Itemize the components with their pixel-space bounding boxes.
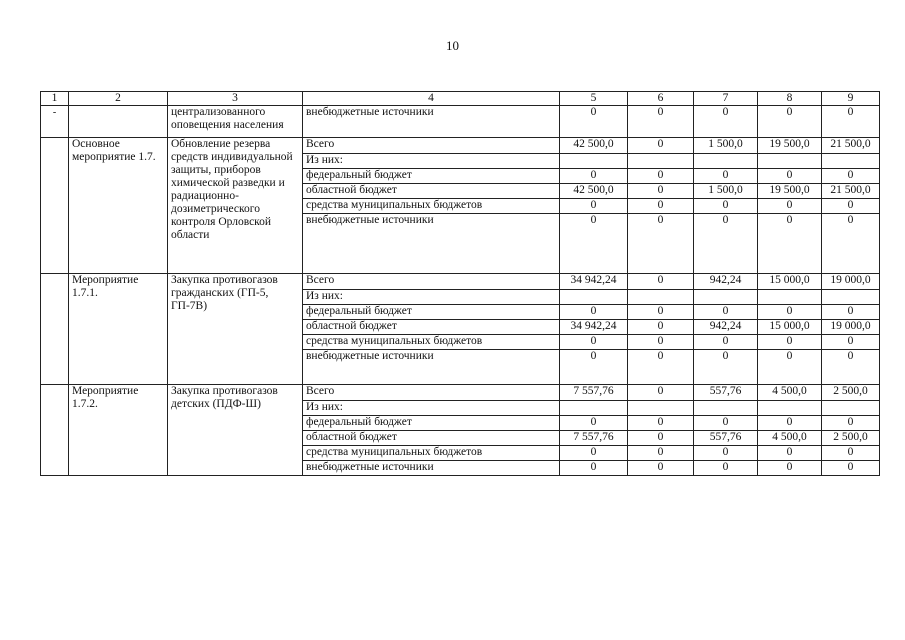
value-cell (694, 401, 758, 416)
value-cell (758, 154, 822, 169)
funding-source-cell: областной бюджет (303, 184, 560, 199)
table-row (41, 106, 880, 138)
funding-source-cell: внебюджетные источники (303, 350, 560, 385)
value-cell: 0 (758, 305, 822, 320)
value-cell: 1 500,0 (694, 184, 758, 199)
value-cell: 0 (560, 169, 628, 184)
value-cell: 19 000,0 (822, 320, 880, 335)
value-cell: 0 (560, 416, 628, 431)
value-cell: 0 (694, 214, 758, 274)
funding-source-cell: федеральный бюджет (303, 416, 560, 431)
value-cell: 19 500,0 (758, 138, 822, 154)
value-cell: 0 (694, 199, 758, 214)
value-cell: 0 (628, 385, 694, 401)
value-cell: 0 (628, 184, 694, 199)
header-cell: 5 (560, 92, 628, 106)
value-cell: 0 (694, 169, 758, 184)
measure-id-cell: Мероприятие 1.7.2. (69, 385, 168, 476)
value-cell: 0 (560, 335, 628, 350)
value-cell: 0 (560, 305, 628, 320)
value-cell: 0 (628, 431, 694, 446)
header-cell: 4 (303, 92, 560, 106)
value-cell: 0 (560, 350, 628, 385)
value-cell: 0 (758, 461, 822, 476)
table-row (41, 274, 880, 290)
table-row (41, 385, 880, 401)
value-cell: 19 000,0 (822, 274, 880, 290)
value-cell: 557,76 (694, 385, 758, 401)
value-cell (758, 290, 822, 305)
value-cell (694, 154, 758, 169)
value-cell: 0 (758, 214, 822, 274)
value-cell: 34 942,24 (560, 320, 628, 335)
budget-table (40, 91, 880, 476)
value-cell (694, 290, 758, 305)
header-cell: 6 (628, 92, 694, 106)
value-cell: 0 (758, 446, 822, 461)
table-row (41, 138, 880, 154)
value-cell: 42 500,0 (560, 138, 628, 154)
value-cell: 19 500,0 (758, 184, 822, 199)
value-cell (822, 290, 880, 305)
value-cell: 0 (628, 305, 694, 320)
value-cell: 0 (694, 461, 758, 476)
value-cell: 15 000,0 (758, 274, 822, 290)
value-cell: 4 500,0 (758, 385, 822, 401)
value-cell: 557,76 (694, 431, 758, 446)
value-cell: 0 (628, 320, 694, 335)
value-cell: 21 500,0 (822, 184, 880, 199)
value-cell: 0 (694, 446, 758, 461)
value-cell: 0 (628, 274, 694, 290)
value-cell: 7 557,76 (560, 431, 628, 446)
value-cell: 0 (758, 169, 822, 184)
funding-source-cell: внебюджетные источники (303, 214, 560, 274)
value-cell: 0 (628, 446, 694, 461)
funding-source-cell: федеральный бюджет (303, 169, 560, 184)
value-cell: 0 (822, 305, 880, 320)
funding-source-cell: внебюджетные источники (303, 461, 560, 476)
page-number: 10 (446, 38, 459, 53)
sections-body (41, 138, 880, 476)
value-cell: 42 500,0 (560, 184, 628, 199)
value-cell: 0 (822, 106, 880, 138)
value-cell: 0 (822, 416, 880, 431)
funding-source-cell: средства муниципальных бюджетов (303, 446, 560, 461)
value-cell (628, 290, 694, 305)
funding-source-cell: областной бюджет (303, 431, 560, 446)
value-cell (560, 154, 628, 169)
value-cell (822, 401, 880, 416)
row-marker-cell (41, 385, 69, 476)
value-cell: 0 (822, 335, 880, 350)
value-cell: 2 500,0 (822, 431, 880, 446)
measure-description-cell: централизованного оповещения населения (168, 106, 303, 138)
value-cell: 0 (758, 416, 822, 431)
value-cell: 0 (628, 350, 694, 385)
funding-source-cell: внебюджетные источники (303, 106, 560, 138)
value-cell: 0 (560, 106, 628, 138)
funding-source-cell: Всего (303, 385, 560, 401)
value-cell: 0 (822, 199, 880, 214)
row-marker-cell (41, 138, 69, 274)
funding-source-cell: Из них: (303, 290, 560, 305)
value-cell: 0 (822, 446, 880, 461)
value-cell: 0 (628, 214, 694, 274)
funding-source-cell: областной бюджет (303, 320, 560, 335)
value-cell: 0 (628, 138, 694, 154)
funding-source-cell: Всего (303, 138, 560, 154)
value-cell: 15 000,0 (758, 320, 822, 335)
value-cell: 0 (628, 106, 694, 138)
funding-source-cell: Всего (303, 274, 560, 290)
value-cell: 0 (694, 305, 758, 320)
value-cell: 0 (560, 446, 628, 461)
value-cell (758, 401, 822, 416)
measure-id-cell (69, 106, 168, 138)
value-cell: 0 (822, 461, 880, 476)
value-cell: 0 (694, 335, 758, 350)
value-cell: 0 (694, 106, 758, 138)
funding-source-cell: средства муниципальных бюджетов (303, 335, 560, 350)
value-cell: 1 500,0 (694, 138, 758, 154)
value-cell: 0 (628, 335, 694, 350)
header-cell: 2 (69, 92, 168, 106)
value-cell: 0 (758, 335, 822, 350)
value-cell: 2 500,0 (822, 385, 880, 401)
header-cell: 1 (41, 92, 69, 106)
column-number-row (41, 92, 880, 106)
value-cell: 0 (628, 199, 694, 214)
value-cell: 0 (628, 169, 694, 184)
value-cell (822, 154, 880, 169)
value-cell: 0 (560, 199, 628, 214)
value-cell: 942,24 (694, 274, 758, 290)
value-cell (560, 401, 628, 416)
value-cell: 942,24 (694, 320, 758, 335)
value-cell: 0 (694, 350, 758, 385)
header-cell: 8 (758, 92, 822, 106)
value-cell: 0 (822, 169, 880, 184)
value-cell: 0 (628, 461, 694, 476)
measure-description-cell: Закупка противогазов гражданских (ГП-5, ГП-7В) (168, 274, 303, 385)
header-cell: 3 (168, 92, 303, 106)
value-cell: 0 (560, 461, 628, 476)
header-cell: 7 (694, 92, 758, 106)
value-cell: 0 (694, 416, 758, 431)
funding-source-cell: Из них: (303, 154, 560, 169)
value-cell: 0 (758, 106, 822, 138)
value-cell: 34 942,24 (560, 274, 628, 290)
row-marker-cell: - (41, 106, 69, 138)
value-cell: 0 (628, 416, 694, 431)
funding-source-cell: Из них: (303, 401, 560, 416)
header-cell: 9 (822, 92, 880, 106)
value-cell (628, 154, 694, 169)
measure-description-cell: Обновление резерва средств индивидуальной защиты, приборов химической разведки и радиационно-дозиметрического контроля Орловской области (168, 138, 303, 274)
funding-source-cell: федеральный бюджет (303, 305, 560, 320)
value-cell: 7 557,76 (560, 385, 628, 401)
value-cell: 0 (822, 350, 880, 385)
value-cell (628, 401, 694, 416)
measure-id-cell: Мероприятие 1.7.1. (69, 274, 168, 385)
value-cell: 0 (758, 350, 822, 385)
value-cell: 4 500,0 (758, 431, 822, 446)
row-marker-cell (41, 274, 69, 385)
value-cell: 0 (560, 214, 628, 274)
funding-source-cell: средства муниципальных бюджетов (303, 199, 560, 214)
measure-description-cell: Закупка противогазов детских (ПДФ-Ш) (168, 385, 303, 476)
value-cell: 0 (758, 199, 822, 214)
value-cell (560, 290, 628, 305)
value-cell: 21 500,0 (822, 138, 880, 154)
value-cell: 0 (822, 214, 880, 274)
measure-id-cell: Основное мероприятие 1.7. (69, 138, 168, 274)
